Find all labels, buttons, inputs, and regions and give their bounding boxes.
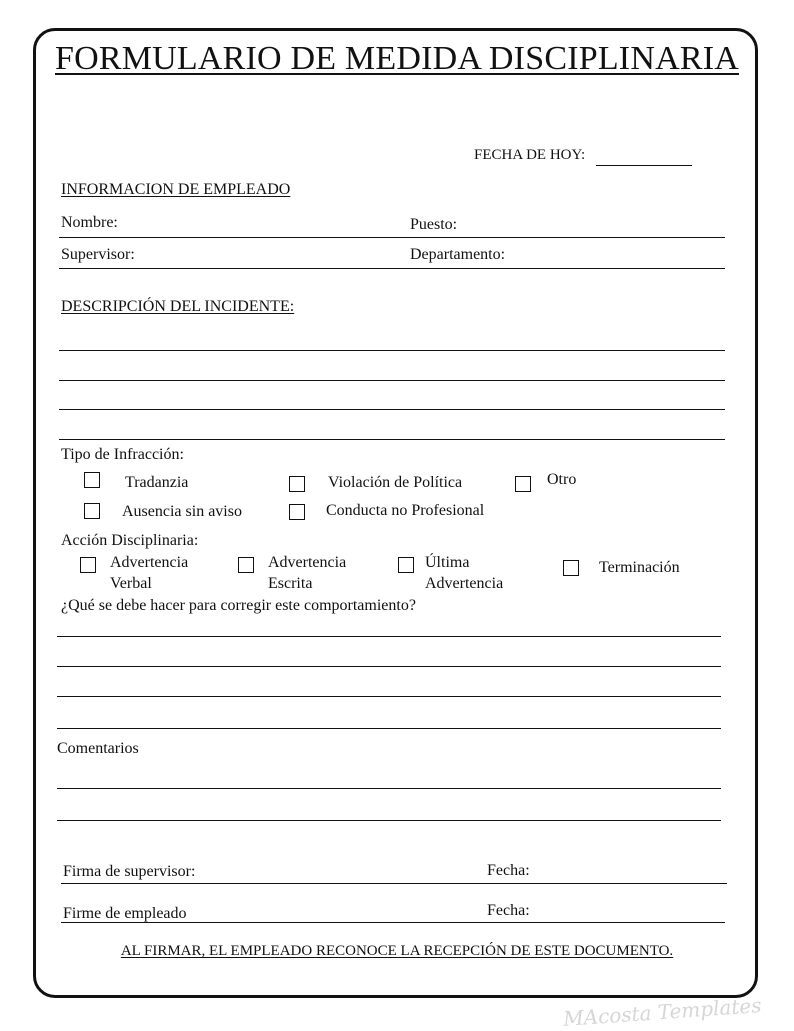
date-label-1: Fecha:: [487, 862, 530, 879]
supervisor-label: Supervisor:: [61, 246, 135, 263]
incident-line-2[interactable]: [59, 380, 725, 381]
infraction-label: Tipo de Infracción:: [61, 446, 184, 463]
checkbox-policy-violation[interactable]: [289, 476, 305, 492]
date-today-label: FECHA DE HOY:: [474, 147, 586, 163]
checkbox-final-warning[interactable]: [398, 557, 414, 573]
comments-line-2[interactable]: [57, 820, 721, 821]
option-verbal-warning-line2: Verbal: [110, 575, 152, 592]
option-termination: Terminación: [599, 559, 680, 576]
checkbox-written-warning[interactable]: [238, 557, 254, 573]
supervisor-signature-label: Firma de supervisor:: [63, 863, 196, 880]
option-final-warning: [425, 552, 503, 594]
employee-signature-field[interactable]: [61, 922, 725, 923]
checkbox-verbal-warning[interactable]: [80, 557, 96, 573]
comments-line-1[interactable]: [57, 788, 721, 789]
checkbox-absence[interactable]: [84, 503, 100, 519]
option-written-warning-line1: Advertencia: [268, 554, 347, 571]
option-absence: Ausencia sin aviso: [122, 503, 242, 520]
name-position-field[interactable]: [59, 237, 725, 238]
footer-acknowledgement: AL FIRMAR, EL EMPLEADO RECONOCE LA RECEPCIÓN DE ESTE DOCUMENTO.: [120, 943, 674, 959]
employee-info-heading: INFORMACION DE EMPLEADO: [61, 181, 291, 198]
option-verbal-warning-line1: Advertencia: [110, 554, 189, 571]
incident-line-3[interactable]: [59, 409, 725, 410]
watermark-logo: MAcosta Templates: [562, 993, 763, 1031]
option-policy-violation: Violación de Política: [328, 474, 463, 491]
department-label: Departamento:: [410, 246, 506, 263]
action-label: Acción Disciplinaria:: [61, 532, 199, 549]
incident-line-4[interactable]: [59, 439, 725, 440]
option-tradanzia: Tradanzia: [125, 474, 189, 491]
option-final-warning-line1: Última: [425, 554, 470, 571]
employee-signature-label: Firme de empleado: [63, 905, 187, 922]
incident-heading: DESCRIPCIÓN DEL INCIDENTE:: [61, 298, 295, 315]
date-label-2: Fecha:: [487, 902, 530, 919]
checkbox-termination[interactable]: [563, 560, 579, 576]
position-label: Puesto:: [410, 216, 458, 233]
option-unprofessional: Conducta no Profesional: [326, 502, 485, 519]
correction-question: ¿Qué se debe hacer para corregir este comportamiento?: [61, 597, 416, 614]
option-final-warning-line2: Advertencia: [425, 575, 504, 592]
option-written-warning-line2: Escrita: [268, 575, 313, 592]
name-label: Nombre:: [61, 214, 118, 231]
supervisor-department-field[interactable]: [59, 268, 725, 269]
supervisor-signature-field[interactable]: [61, 883, 727, 884]
correction-line-2[interactable]: [57, 666, 721, 667]
checkbox-other[interactable]: [515, 476, 531, 492]
form-title: FORMULARIO DE MEDIDA DISCIPLINARIA: [55, 40, 739, 77]
option-other: Otro: [547, 471, 577, 488]
correction-line-4[interactable]: [57, 728, 721, 729]
correction-line-3[interactable]: [57, 696, 721, 697]
correction-line-1[interactable]: [57, 636, 721, 637]
checkbox-tradanzia[interactable]: [84, 472, 100, 488]
option-written-warning: [268, 552, 346, 594]
option-verbal-warning: [110, 552, 188, 594]
checkbox-unprofessional[interactable]: [289, 504, 305, 520]
comments-label: Comentarios: [57, 740, 139, 757]
date-today-field[interactable]: [596, 165, 692, 166]
incident-line-1[interactable]: [59, 350, 725, 351]
